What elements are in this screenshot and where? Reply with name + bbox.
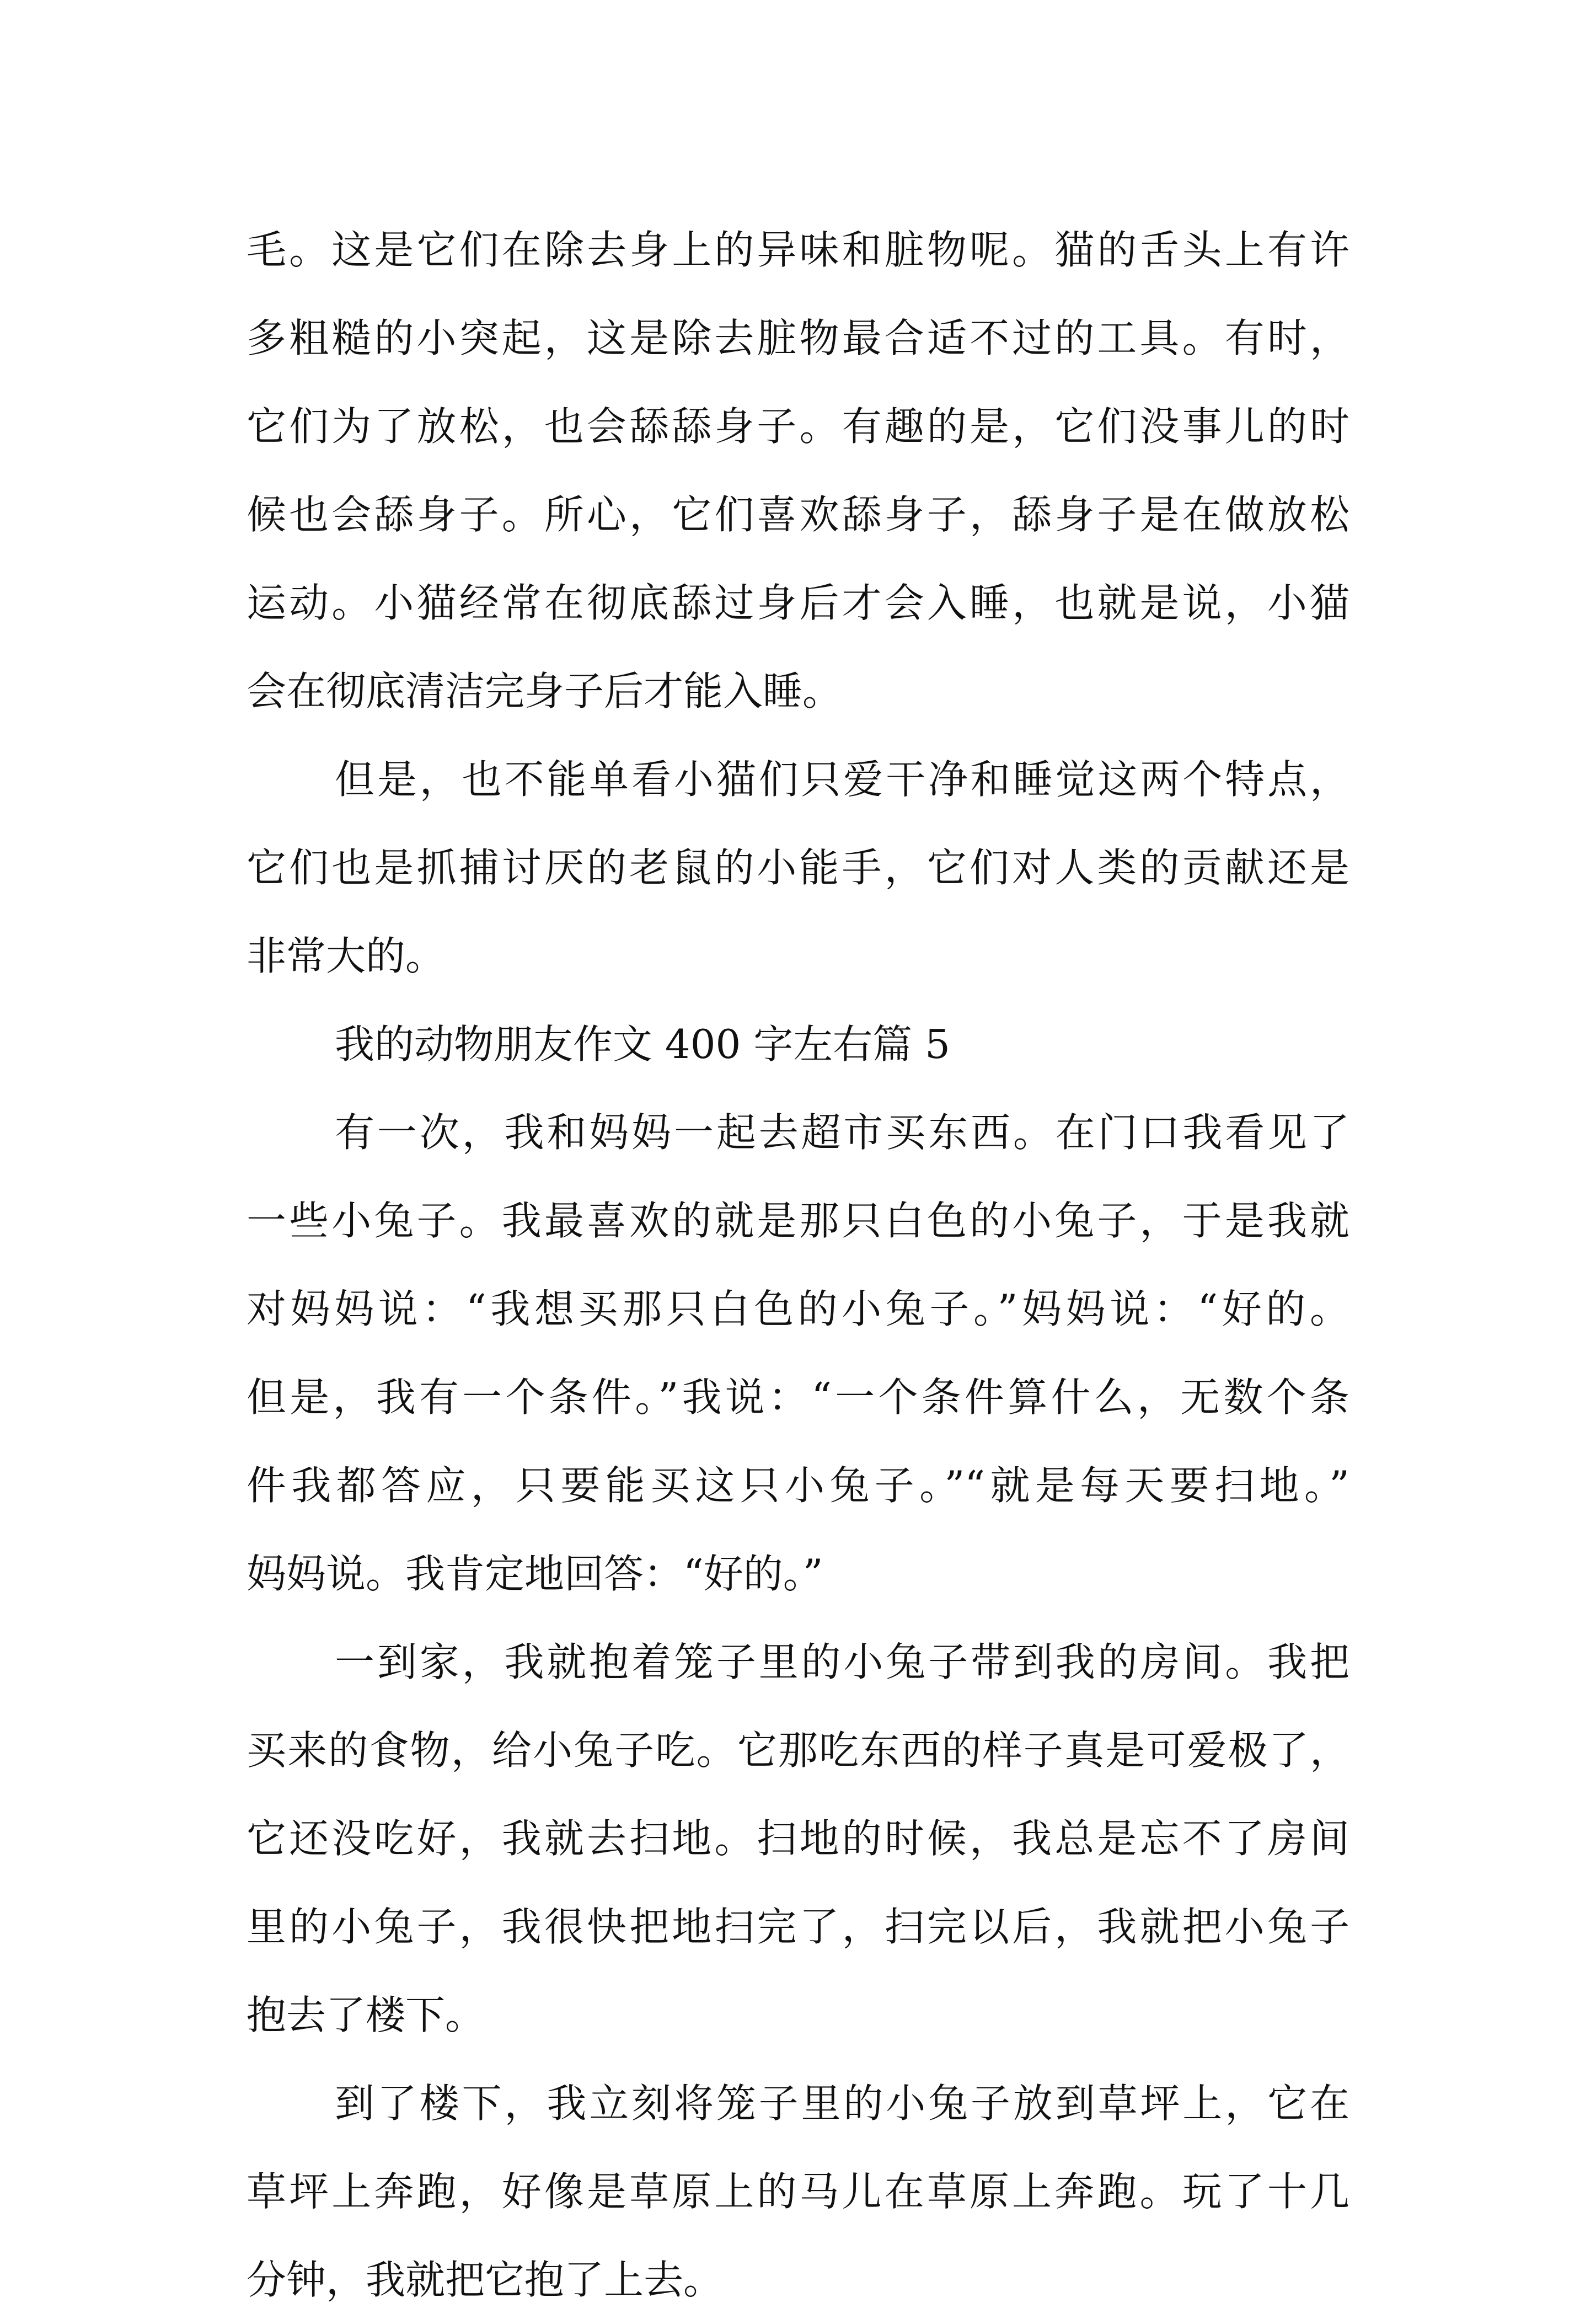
- text-line: 一些小兔子。我最喜欢的就是那只白色的小兔子，于是我就: [247, 1198, 1349, 1244]
- text-line: 分钟，我就把它抱了上去。: [247, 2257, 724, 2303]
- text-line: 会在彻底清洁完身子后才能入睡。: [247, 668, 843, 714]
- paragraph-start-line: 一到家，我就抱着笼子里的小兔子带到我的房间。我把: [335, 1639, 1349, 1685]
- section-heading: 我的动物朋友作文 400 字左右篇 5: [335, 1021, 950, 1067]
- text-line: 非常大的。: [247, 933, 446, 979]
- essay-text: [247, 206, 1349, 2324]
- text-line: 毛。这是它们在除去身上的异味和脏物呢。猫的舌头上有许: [247, 227, 1349, 273]
- paragraph-start-line: 但是，也不能单看小猫们只爱干净和睡觉这两个特点，: [335, 756, 1349, 803]
- text-line: 草坪上奔跑，好像是草原上的马儿在草原上奔跑。玩了十几: [247, 2168, 1349, 2215]
- text-line: 妈妈说。我肯定地回答：“好的。”: [247, 1551, 823, 1597]
- text-line: 它们为了放松，也会舔舔身子。有趣的是，它们没事儿的时: [247, 403, 1349, 450]
- text-line: 运动。小猫经常在彻底舔过身后才会入睡，也就是说，小猫: [247, 580, 1349, 626]
- text-line: 对妈妈说：“我想买那只白色的小兔子。”妈妈说：“好的。: [247, 1286, 1349, 1332]
- text-line: 它们也是抓捕讨厌的老鼠的小能手，它们对人类的贡献还是: [247, 845, 1349, 891]
- text-line: 它还没吃好，我就去扫地。扫地的时候，我总是忘不了房间: [247, 1815, 1349, 1862]
- text-line: 候也会舔身子。所心，它们喜欢舔身子，舔身子是在做放松: [247, 491, 1349, 538]
- text-line: 件我都答应，只要能买这只小兔子。”“就是每天要扫地。”: [247, 1462, 1349, 1509]
- text-line: 但是，我有一个条件。”我说：“一个条件算什么，无数个条: [247, 1374, 1349, 1420]
- text-line: 买来的食物，给小兔子吃。它那吃东西的样子真是可爱极了，: [247, 1727, 1349, 1773]
- text-line: 里的小兔子，我很快把地扫完了，扫完以后，我就把小兔子: [247, 1904, 1349, 1950]
- text-line: 多粗糙的小突起，这是除去脏物最合适不过的工具。有时，: [247, 315, 1349, 361]
- paragraph-start-line: 有一次，我和妈妈一起去超市买东西。在门口我看见了: [335, 1109, 1349, 1156]
- text-line: 抱去了楼下。: [247, 1992, 485, 2038]
- paragraph-start-line: 到了楼下，我立刻将笼子里的小兔子放到草坪上，它在: [335, 2080, 1349, 2127]
